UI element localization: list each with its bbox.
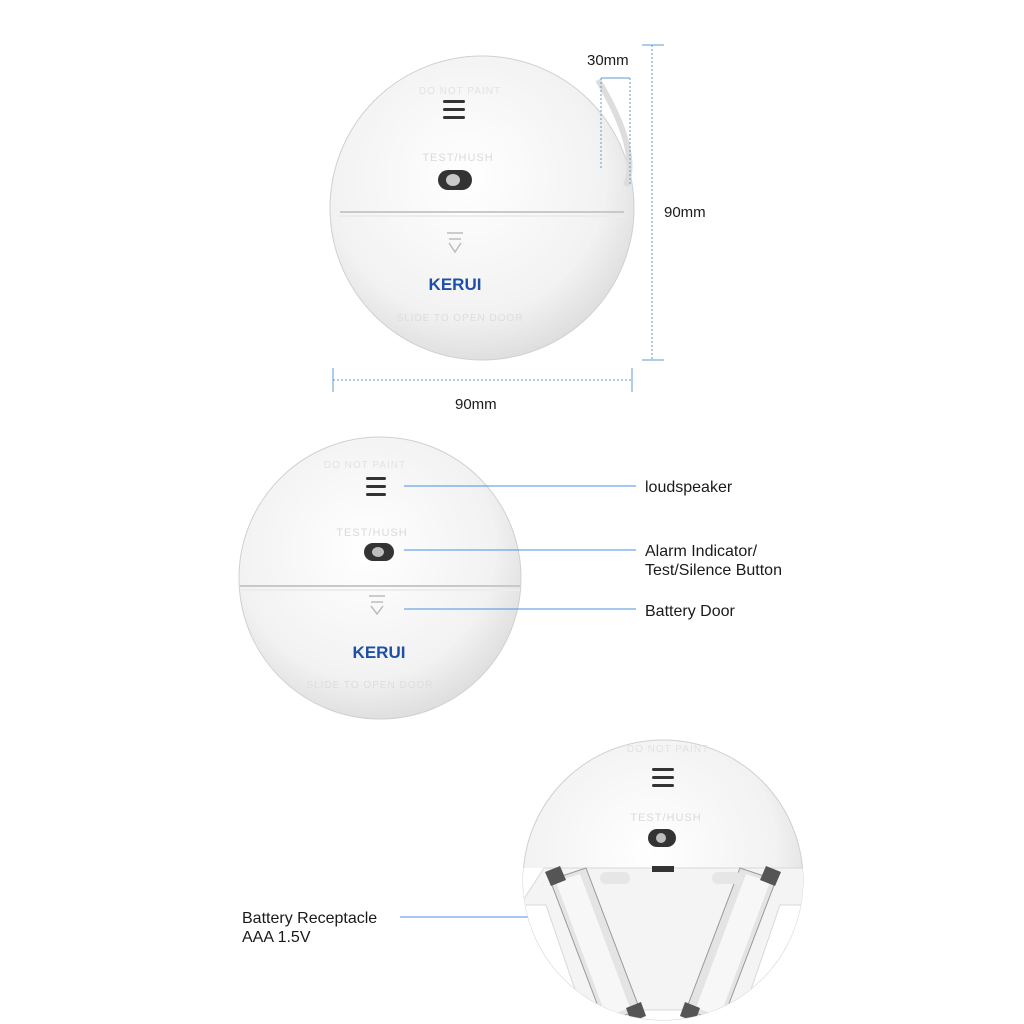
test-silence-button-label: Test/Silence Button bbox=[645, 562, 782, 579]
embossed-bottom-text: SLIDE TO OPEN DOOR bbox=[306, 680, 434, 691]
loudspeaker-label: loudspeaker bbox=[645, 479, 733, 496]
embossed-bottom-text: SLIDE TO OPEN DOOR bbox=[396, 313, 524, 324]
battery-door-label: Battery Door bbox=[645, 603, 735, 620]
embossed-button-text: TEST/HUSH bbox=[336, 527, 408, 539]
alarm-indicator-label: Alarm Indicator/ bbox=[645, 543, 758, 560]
detector-battery-view bbox=[520, 740, 810, 1024]
width-dimension-label: 90mm bbox=[455, 396, 497, 413]
embossed-top-text: DO NOT PAINT bbox=[323, 460, 407, 471]
embossed-button-text: TEST/HUSH bbox=[422, 152, 494, 164]
detector-front-view bbox=[239, 437, 521, 719]
height-dimension-label: 90mm bbox=[664, 204, 706, 221]
speaker-grille-icon bbox=[366, 477, 386, 496]
battery-receptacle-label: Battery Receptacle bbox=[242, 910, 378, 927]
embossed-top-text: DO NOT PAINT bbox=[418, 86, 502, 97]
battery-type-label: AAA 1.5V bbox=[242, 929, 311, 946]
embossed-top-text: DO NOT PAINT bbox=[626, 744, 710, 755]
speaker-grille-icon bbox=[443, 100, 465, 119]
depth-dimension-label: 30mm bbox=[587, 52, 629, 69]
brand-logo: KERUI bbox=[428, 275, 482, 294]
embossed-button-text: TEST/HUSH bbox=[630, 812, 702, 824]
speaker-grille-icon bbox=[652, 768, 674, 787]
brand-logo: KERUI bbox=[352, 643, 406, 662]
